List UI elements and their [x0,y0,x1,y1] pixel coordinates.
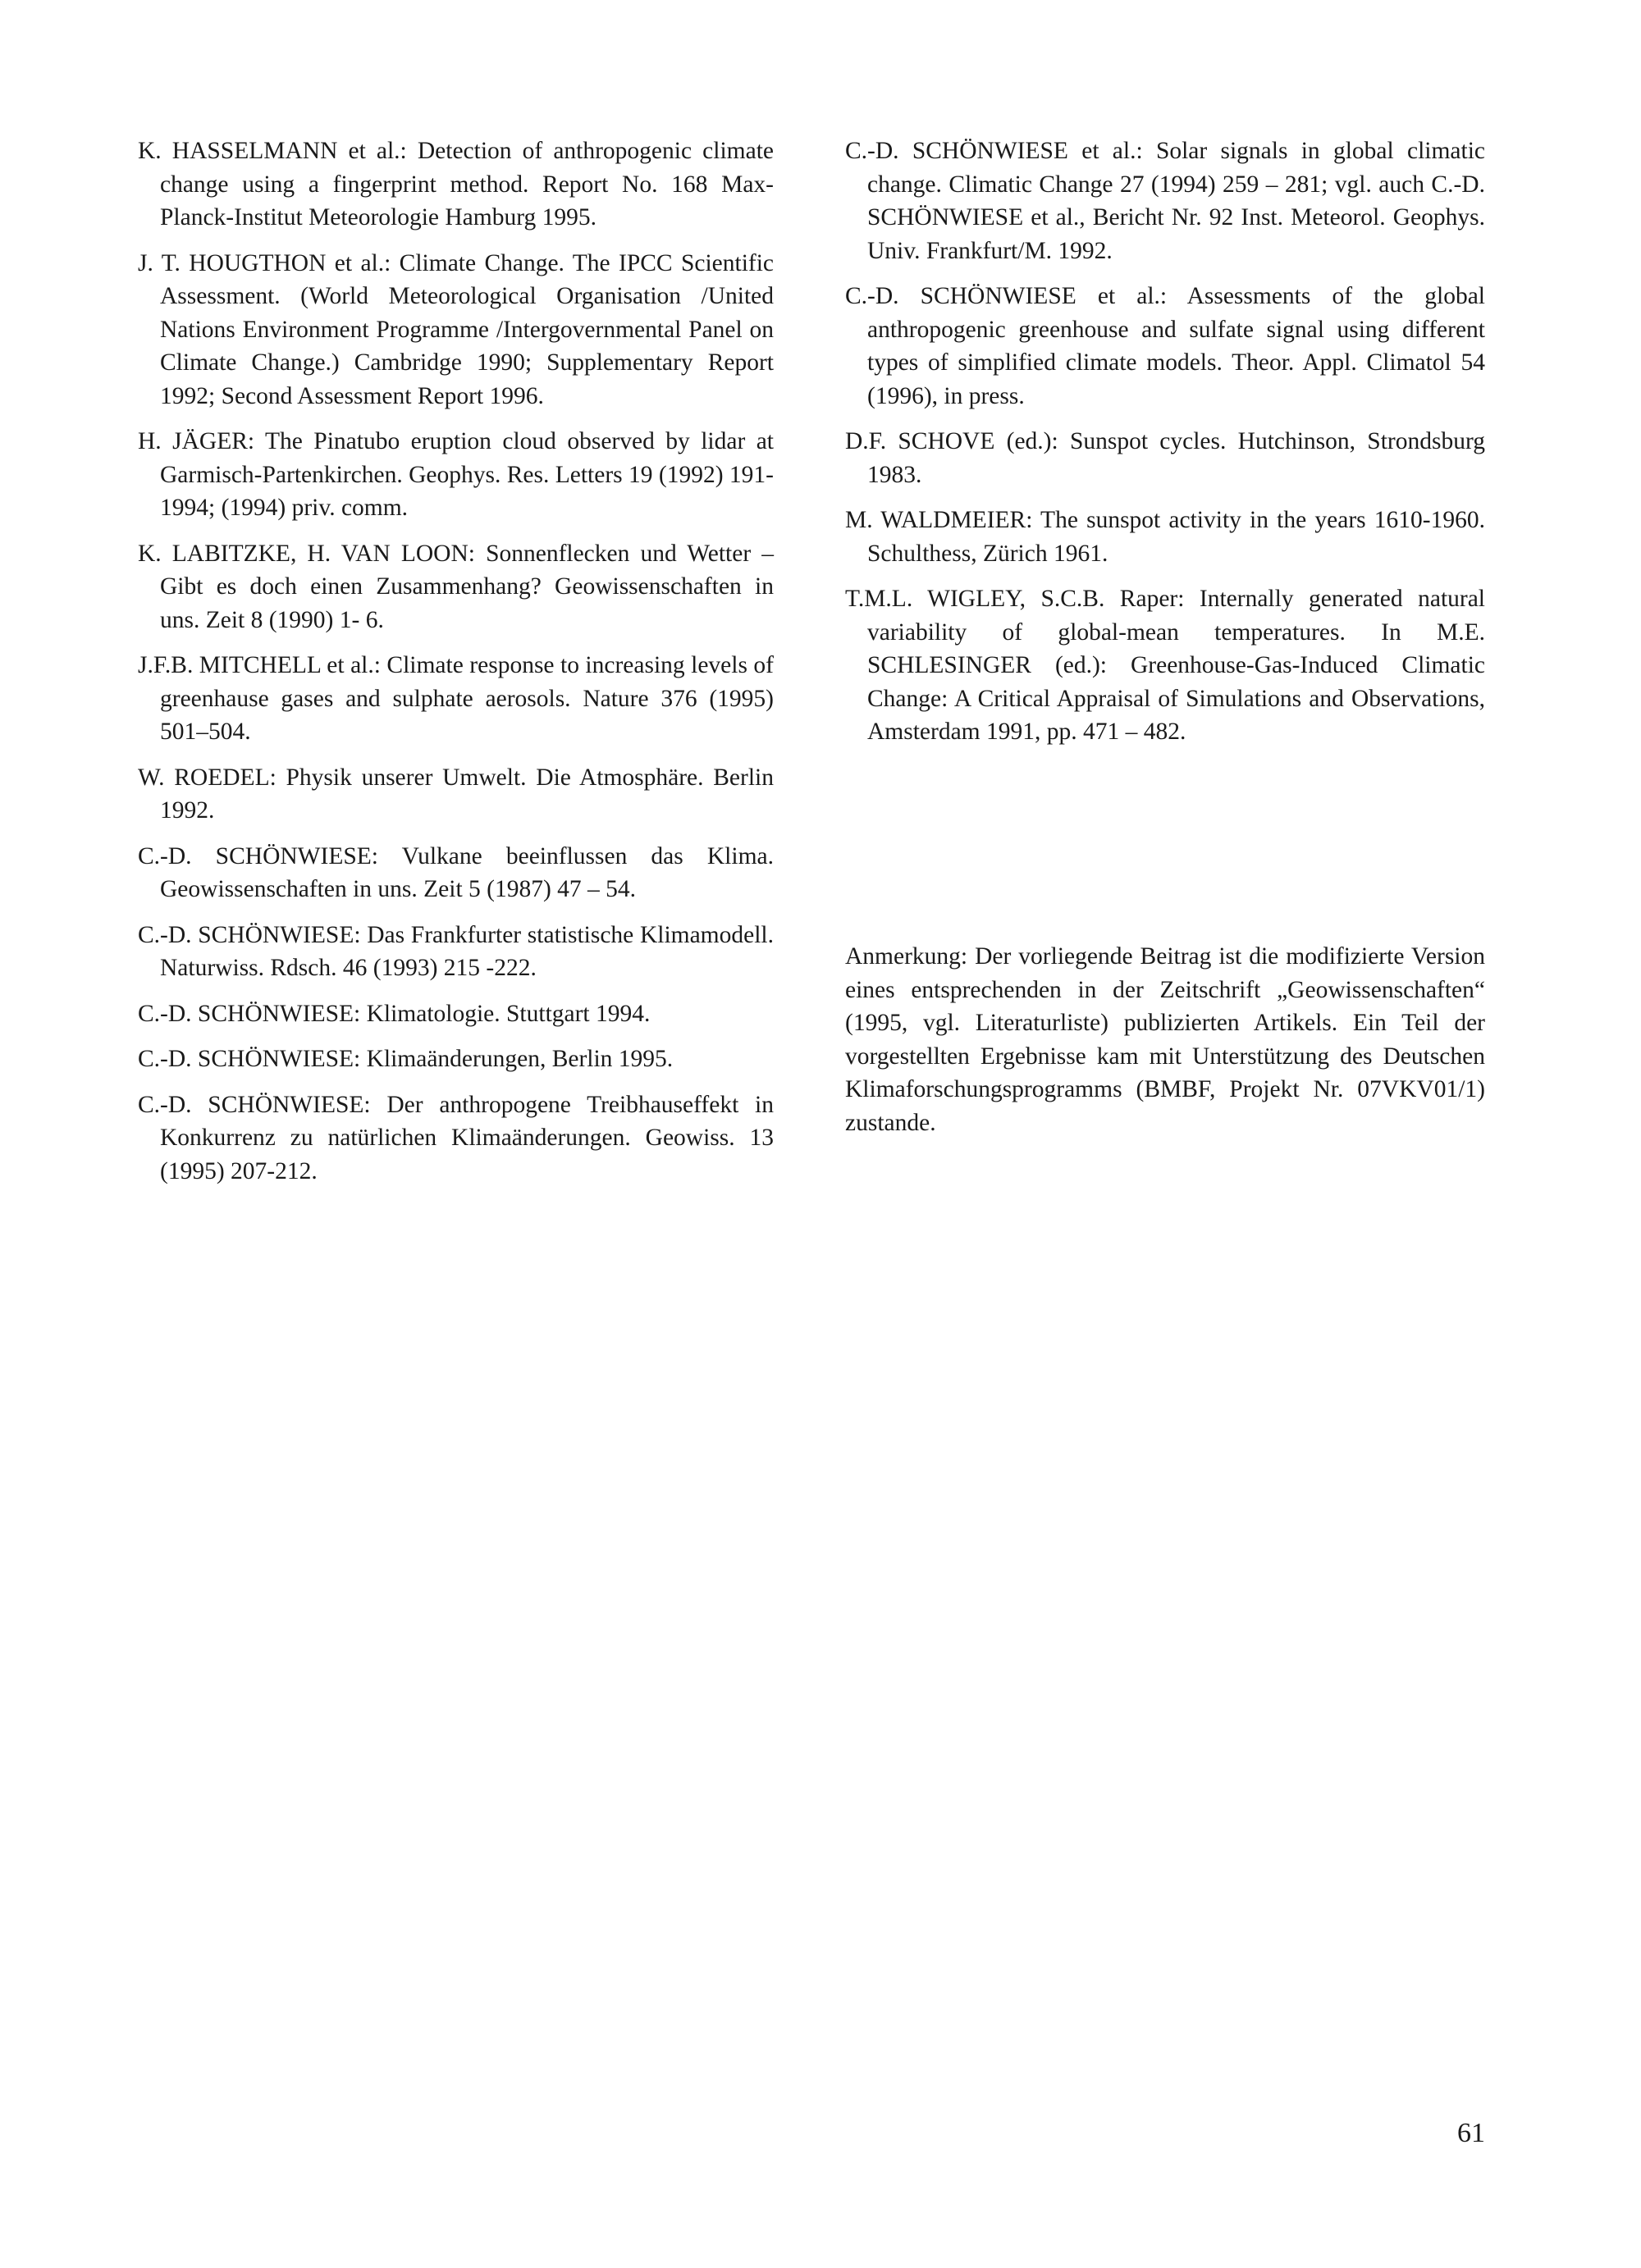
reference-entry: K. HASSELMANN et al.: Detection of anthropogenic climate change using a fingerprint method. Report No. 168 Max-Planck-Institut Meteorologie Hamburg 1995. [138,138,774,230]
reference-entry: T.M.L. WIGLEY, S.C.B. Raper: Internally generated natural variability of global-mean temperatures. In M.E. SCHLESINGER (ed.): Greenhouse-Gas-Induced Climatic Change: A Critical Appraisal of Simulations and Observations, Amsterdam 1991, pp. 471 – 482. [845,586,1485,745]
page-number: 61 [1457,2118,1485,2148]
references-right-column [845,135,1485,761]
reference-entry: M. WALDMEIER: The sunspot activity in the years 1610-1960. Schulthess, Zürich 1961. [845,507,1485,567]
author-note: Anmerkung: Der vorliegende Beitrag ist die modifizierte Version eines entsprechenden in der Zeitschrift „Geowissenschaften“ (1995, vgl. Literaturliste) publizierten Artikels. Ein Teil der vorgestellten Ergebnisse kam mit Unterstützung des Deutschen Klimaforschungsprogramms (BMBF, Projekt Nr. 07VKV01/1) zustande. [845,943,1485,1136]
reference-entry: H. JÄGER: The Pinatubo eruption cloud observed by lidar at Garmisch-Partenkirchen. Geophys. Res. Letters 19 (1992) 191-1994; (1994) priv. comm. [138,428,774,521]
reference-entry: C.-D. SCHÖNWIESE et al.: Assessments of the global anthropogenic greenhouse and sulfate signal using different types of simplified climate models. Theor. Appl. Climatol 54 (1996), in press. [845,283,1485,409]
reference-entry: C.-D. SCHÖNWIESE: Klimatologie. Stuttgart 1994. [138,1000,651,1027]
reference-entry: C.-D. SCHÖNWIESE: Der anthropogene Treibhauseffekt in Konkurrenz zu natürlichen Klimaänderungen. Geowiss. 13 (1995) 207-212. [138,1091,774,1184]
reference-entry: D.F. SCHOVE (ed.): Sunspot cycles. Hutchinson, Strondsburg 1983. [845,428,1485,488]
reference-entry: W. ROEDEL: Physik unserer Umwelt. Die Atmosphäre. Berlin 1992. [138,764,774,824]
reference-entry: C.-D. SCHÖNWIESE: Vulkane beeinflussen das Klima. Geowissenschaften in uns. Zeit 5 (1987) 47 – 54. [138,842,774,902]
references-left-column [138,135,774,1200]
reference-entry: J.F.B. MITCHELL et al.: Climate response to increasing levels of greenhause gases and sulphate aerosols. Nature 376 (1995) 501–504. [138,652,774,745]
reference-entry: J. T. HOUGTHON et al.: Climate Change. The IPCC Scientific Assessment. (World Meteorological Organisation /United Nations Environment Programme /Intergovernmental Panel on Climate Change.) Cambridge 1990; Supplementary Report 1992; Second Assessment Report 1996. [138,249,774,409]
reference-entry: C.-D. SCHÖNWIESE et al.: Solar signals in global climatic change. Climatic Change 27 (1994) 259 – 281; vgl. auch C.-D. SCHÖNWIESE et al., Bericht Nr. 92 Inst. Meteorol. Geophys. Univ. Frankfurt/M. 1992. [845,138,1485,264]
reference-entry: C.-D. SCHÖNWIESE: Klimaänderungen, Berlin 1995. [138,1046,674,1072]
reference-entry: C.-D. SCHÖNWIESE: Das Frankfurter statistische Klimamodell. Naturwiss. Rdsch. 46 (1993) 215 -222. [138,921,774,981]
reference-entry: K. LABITZKE, H. VAN LOON: Sonnenflecken und Wetter – Gibt es doch einen Zusammenhang? Geowissenschaften in uns. Zeit 8 (1990) 1- 6. [138,540,774,633]
